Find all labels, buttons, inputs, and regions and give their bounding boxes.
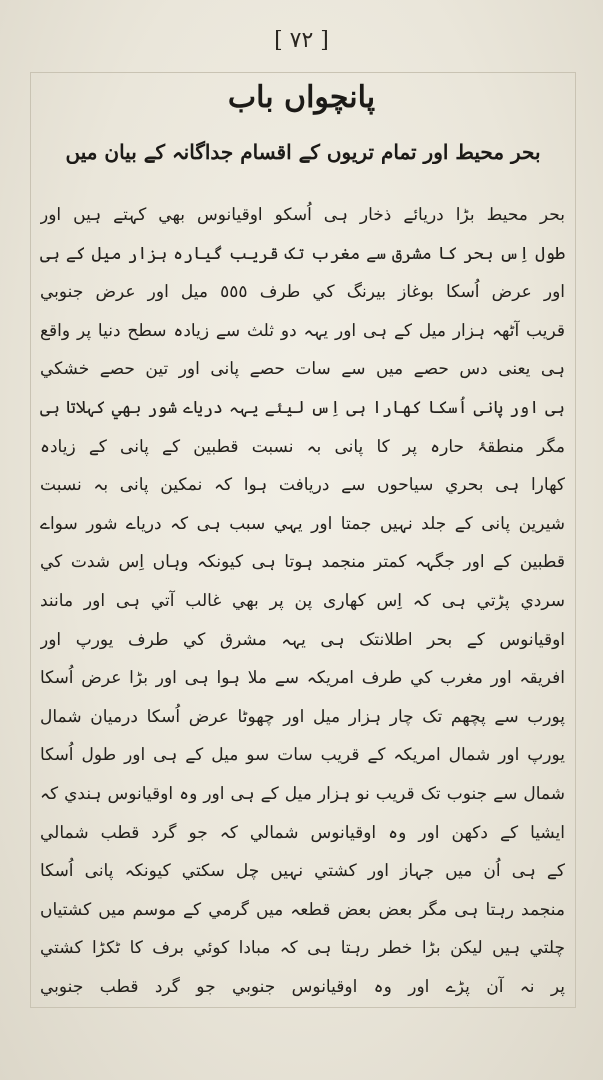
text-line: کھارا ہی بحري سیاحوں سے دریافت ہوا کہ نمکین پانی بہ نسبت [40,475,565,496]
text-line: طول اِس بحر کا مشرق سے مغرب تک قریب گیارہ ہزار میل کے ہی [40,243,565,264]
text-line: چلتي ہیں لیکن بڑا خطر رہتا ہی کہ مبادا کوئي برف کا ٹکڑا کشتي [40,938,565,959]
text-line: سردي پڑتي ہی کہ اِس کھاری پن پر بھي غالب آتي ہی اور مانند [40,590,565,611]
text-line: قطبین کے اور جگہہ کمتر منجمد ہوتا ہی کیونکہ وہاں اِس شدت کي [40,552,565,573]
text-line: ہی یعنی دس حصے میں سے سات حصے پانی اور تین حصے خشکي [40,359,565,380]
text-line: منجمد رہتا ہی مگر بعض بعض قطعہ میں گرمي کے موسم میں کشتیاں [40,899,565,920]
text-line: پر نہ آن پڑے اور وہ اوقیانوس جنوبي جو گرد قطب جنوبي [40,976,565,997]
chapter-title: پانچواں باب [227,80,376,115]
text-line: اوقیانوس کے بحر اطلانتک ہی یہہ مشرق کي طرف یورپ اور [40,629,565,650]
text-line: یورپ اور شمال امریکہ کے قریب سات سو میل کے ہی اور طول اُسکا [40,745,565,766]
text-line: کے ہی اُن میں جہاز اور کشتي نہیں چل سکتي کیونکہ پانی اُسکا [40,861,565,882]
page-number: [ ٧٢ ] [274,28,329,53]
text-line: قریب آٹھہ ہزار میل کے ہی اور یہہ دو ثلث سے زیادہ سطح دنیا پر واقع [40,320,565,341]
text-line: ہی اور پانی اُسکا کھارا ہی اِس لیئے یہہ دریاے شور بھي کہلاتا ہی [40,397,565,418]
body-text [40,196,565,1006]
text-line: اور عرض اُسکا بوغاز بیرنگ کي طرف ٥٥٥ میل اور عرض جنوبي [40,282,565,303]
text-line: ایشیا کے دکھن اور وہ اوقیانوس شمالي کہ جو گرد قطب شمالي [40,822,565,843]
text-line: بحر محیط بڑا دریائے ذخار ہی اُسکو اوقیانوس بھي کہتے ہیں اور [40,205,565,225]
text-line: شیرین پانی کے جلد نہیں جمتا اور یہي سبب ہی کہ دریاے شور سواے [40,513,565,534]
chapter-subtitle: بحر محیط اور تمام تریوں کے اقسام جداگانہ کے بیان میں [65,140,541,164]
text-line: شمال سے جنوب تک قریب نو ہزار میل کے ہی اور وہ اوقیانوس ہندي کہ [40,783,565,804]
text-line: افریقہ اور مغرب کي طرف امریکہ سے ملا ہوا ہی اور بڑا عرض اُسکا [40,668,565,689]
text-line: مگر منطقۂ حارہ پر کا پانی بہ نسبت قطبین کے پانی کے زیادہ [40,436,565,457]
text-line: پورب سے پچھم تک چار ہزار میل اور چھوٹا عرض اُسکا درمیان شمال [40,706,565,727]
